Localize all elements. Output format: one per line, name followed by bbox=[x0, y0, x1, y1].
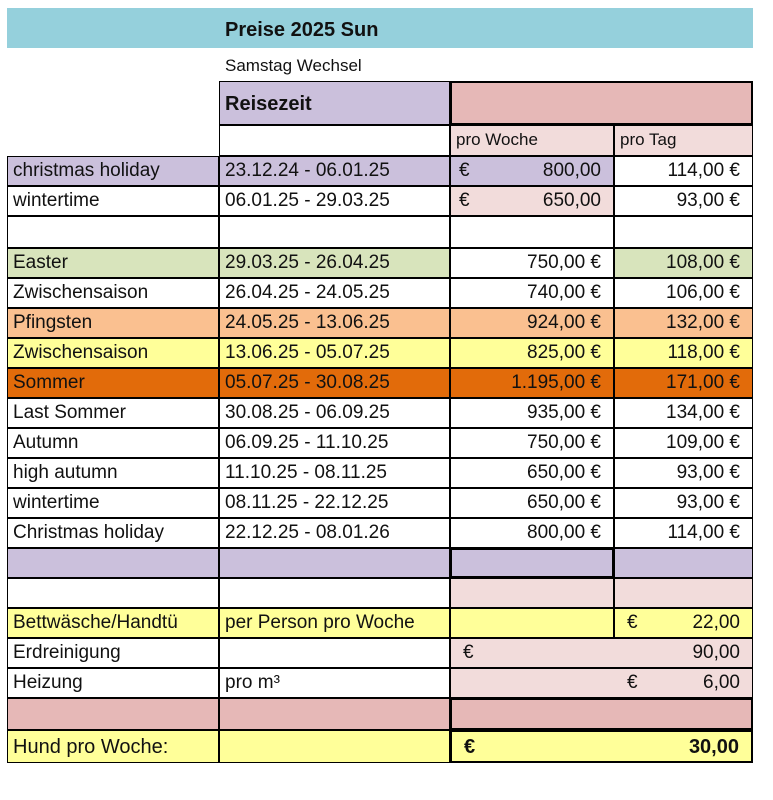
heating-unit: pro m³ bbox=[219, 668, 450, 698]
empty-cell bbox=[7, 578, 219, 608]
week-price-cell: 650,00 € bbox=[450, 488, 614, 518]
dates-cell: 30.08.25 - 06.09.25 bbox=[219, 398, 450, 428]
linen-empty bbox=[450, 608, 614, 638]
col-pro-tag: pro Tag bbox=[614, 125, 753, 156]
euro-symbol: € bbox=[459, 160, 470, 181]
day-price-cell: 118,00 € bbox=[614, 338, 753, 368]
separator-cell bbox=[7, 548, 219, 578]
empty-cell bbox=[219, 578, 450, 608]
day-price-cell: 108,00 € bbox=[614, 248, 753, 278]
price-header-band bbox=[450, 81, 753, 125]
day-price-cell: 106,00 € bbox=[614, 278, 753, 308]
week-price: 800,00 bbox=[542, 160, 601, 181]
dog-price-cell bbox=[450, 730, 753, 763]
empty-cell bbox=[614, 578, 753, 608]
season-cell: Sommer bbox=[7, 368, 219, 398]
heating-price: 6,00 bbox=[703, 672, 740, 693]
day-price-cell: 114,00 € bbox=[614, 518, 753, 548]
empty-cell bbox=[7, 216, 219, 248]
season-cell: Autumn bbox=[7, 428, 219, 458]
heating-price-cell bbox=[450, 668, 753, 698]
day-price-cell: 93,00 € bbox=[614, 488, 753, 518]
reisezeit-subheader bbox=[219, 125, 450, 156]
dates-cell: 05.07.25 - 30.08.25 bbox=[219, 368, 450, 398]
euro-symbol: € bbox=[627, 672, 638, 693]
dog-label: Hund pro Woche: bbox=[7, 730, 219, 763]
dates-cell: 06.01.25 - 29.03.25 bbox=[219, 186, 450, 216]
dates-cell: 23.12.24 - 06.01.25 bbox=[219, 156, 450, 186]
week-price-cell: 924,00 € bbox=[450, 308, 614, 338]
dog-price: 30,00 bbox=[688, 736, 739, 758]
week-price: 650,00 bbox=[542, 190, 601, 211]
page-title: Preise 2025 Sun bbox=[225, 19, 379, 41]
euro-symbol: € bbox=[463, 642, 474, 663]
season-cell: Pfingsten bbox=[7, 308, 219, 338]
empty-cell bbox=[450, 578, 614, 608]
week-price-cell: 800,00 € bbox=[450, 518, 614, 548]
empty-cell bbox=[219, 216, 450, 248]
week-price-cell: 750,00 € bbox=[450, 428, 614, 458]
day-price-cell: 93,00 € bbox=[614, 186, 753, 216]
dates-cell: 06.09.25 - 11.10.25 bbox=[219, 428, 450, 458]
season-cell: Easter bbox=[7, 248, 219, 278]
title-bar bbox=[7, 8, 753, 48]
cleaning-unit bbox=[219, 638, 450, 668]
season-cell: Zwischensaison bbox=[7, 278, 219, 308]
euro-symbol: € bbox=[627, 612, 638, 633]
linen-label: Bettwäsche/Handtü bbox=[7, 608, 219, 638]
euro-symbol: € bbox=[459, 190, 470, 211]
dates-cell: 13.06.25 - 05.07.25 bbox=[219, 338, 450, 368]
empty-cell bbox=[450, 216, 614, 248]
separator-cell bbox=[219, 548, 450, 578]
dates-cell: 24.05.25 - 13.06.25 bbox=[219, 308, 450, 338]
season-cell: wintertime bbox=[7, 488, 219, 518]
day-price-cell: 132,00 € bbox=[614, 308, 753, 338]
linen-price: 22,00 bbox=[692, 612, 740, 633]
separator-cell bbox=[614, 548, 753, 578]
day-price-cell: 109,00 € bbox=[614, 428, 753, 458]
dog-unit bbox=[219, 730, 450, 763]
heating-label: Heizung bbox=[7, 668, 219, 698]
page-subtitle: Samstag Wechsel bbox=[225, 56, 362, 75]
dates-cell: 26.04.25 - 24.05.25 bbox=[219, 278, 450, 308]
day-price-cell: 134,00 € bbox=[614, 398, 753, 428]
day-price-cell: 171,00 € bbox=[614, 368, 753, 398]
reisezeit-header: Reisezeit bbox=[219, 81, 450, 125]
week-price-cell: 825,00 € bbox=[450, 338, 614, 368]
season-cell: high autumn bbox=[7, 458, 219, 488]
dates-cell: 22.12.25 - 08.01.26 bbox=[219, 518, 450, 548]
dates-cell: 08.11.25 - 22.12.25 bbox=[219, 488, 450, 518]
euro-symbol: € bbox=[464, 736, 476, 758]
week-price-cell: 750,00 € bbox=[450, 248, 614, 278]
week-price-cell bbox=[450, 186, 614, 216]
season-cell: Christmas holiday bbox=[7, 518, 219, 548]
day-price-cell: 114,00 € bbox=[614, 156, 753, 186]
col-pro-woche: pro Woche bbox=[450, 125, 614, 156]
separator-cell bbox=[7, 698, 219, 730]
cleaning-label: Erdreinigung bbox=[7, 638, 219, 668]
linen-unit: per Person pro Woche bbox=[219, 608, 450, 638]
week-price-cell: 935,00 € bbox=[450, 398, 614, 428]
week-price-cell: 650,00 € bbox=[450, 458, 614, 488]
season-cell: Zwischensaison bbox=[7, 338, 219, 368]
week-price-cell: 740,00 € bbox=[450, 278, 614, 308]
season-cell: Last Sommer bbox=[7, 398, 219, 428]
week-price-cell: 1.195,00 € bbox=[450, 368, 614, 398]
cleaning-price: 90,00 bbox=[692, 642, 740, 663]
separator-cell bbox=[450, 698, 753, 730]
week-price-cell bbox=[450, 156, 614, 186]
dates-cell: 29.03.25 - 26.04.25 bbox=[219, 248, 450, 278]
separator-cell bbox=[219, 698, 450, 730]
season-cell: christmas holiday bbox=[7, 156, 219, 186]
empty-cell bbox=[614, 216, 753, 248]
dates-cell: 11.10.25 - 08.11.25 bbox=[219, 458, 450, 488]
cleaning-price-cell bbox=[450, 638, 753, 668]
separator-cell bbox=[450, 548, 614, 578]
day-price-cell: 93,00 € bbox=[614, 458, 753, 488]
linen-price-cell bbox=[614, 608, 753, 638]
season-cell: wintertime bbox=[7, 186, 219, 216]
